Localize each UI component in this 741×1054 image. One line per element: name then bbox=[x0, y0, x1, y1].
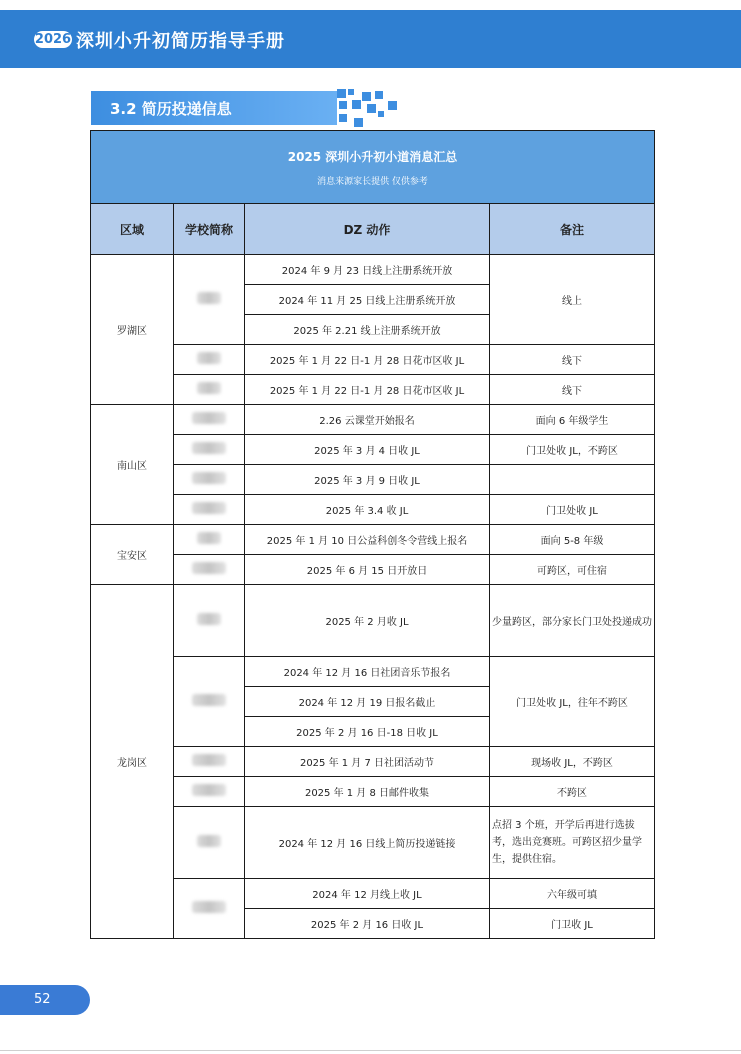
section-title: 3.2 简历投递信息 bbox=[110, 100, 232, 118]
document-title: 深圳小升初简历指导手册 bbox=[76, 31, 285, 52]
header-action: DZ 动作 bbox=[245, 204, 490, 255]
note-cell: 少量跨区，部分家长门卫处投递成功 bbox=[490, 585, 655, 657]
note-cell: 点招 3 个班，开学后再进行选拔考，选出竞赛班。可跨区招少量学生，提供住宿。 bbox=[490, 807, 655, 879]
action-cell: 2025 年 1 月 22 日-1 月 28 日花市区收 JL bbox=[245, 345, 490, 375]
note-cell: 不跨区 bbox=[490, 777, 655, 807]
school-cell bbox=[174, 435, 245, 465]
header-district: 区域 bbox=[91, 204, 174, 255]
school-cell bbox=[174, 525, 245, 555]
district-cell: 罗湖区 bbox=[91, 255, 174, 405]
action-cell: 2025 年 1 月 7 日社团活动节 bbox=[245, 747, 490, 777]
action-cell: 2025 年 6 月 15 日开放日 bbox=[245, 555, 490, 585]
note-cell: 六年级可填 bbox=[490, 879, 655, 909]
redacted-school-name bbox=[192, 754, 226, 766]
table-title: 2025 深圳小升初小道消息汇总 bbox=[287, 149, 458, 164]
redacted-school-name bbox=[197, 613, 221, 625]
school-cell bbox=[174, 255, 245, 345]
note-cell: 线下 bbox=[490, 345, 655, 375]
action-cell: 2.26 云课堂开始报名 bbox=[245, 405, 490, 435]
school-cell bbox=[174, 777, 245, 807]
redacted-school-name bbox=[197, 292, 221, 304]
redacted-school-name bbox=[192, 442, 226, 454]
action-cell: 2025 年 1 月 10 日公益科创冬令营线上报名 bbox=[245, 525, 490, 555]
note-cell bbox=[490, 465, 655, 495]
action-cell: 2025 年 3.4 收 JL bbox=[245, 495, 490, 525]
school-cell bbox=[174, 345, 245, 375]
note-cell: 面向 6 年级学生 bbox=[490, 405, 655, 435]
redacted-school-name bbox=[192, 562, 226, 574]
action-cell: 2025 年 3 月 4 日收 JL bbox=[245, 435, 490, 465]
action-cell: 2024 年 12 月 19 日报名截止 bbox=[245, 687, 490, 717]
school-cell bbox=[174, 585, 245, 657]
action-cell: 2025 年 2.21 线上注册系统开放 bbox=[245, 315, 490, 345]
redacted-school-name bbox=[197, 835, 221, 847]
school-cell bbox=[174, 807, 245, 879]
redacted-school-name bbox=[192, 901, 226, 913]
school-cell bbox=[174, 879, 245, 939]
note-cell: 门卫收 JL bbox=[490, 909, 655, 939]
action-cell: 2024 年 11 月 25 日线上注册系统开放 bbox=[245, 285, 490, 315]
note-cell: 门卫处收 JL，往年不跨区 bbox=[490, 657, 655, 747]
school-cell bbox=[174, 375, 245, 405]
action-cell: 2024 年 12 月线上收 JL bbox=[245, 879, 490, 909]
district-cell: 宝安区 bbox=[91, 525, 174, 585]
action-cell: 2024 年 12 月 16 日线上简历投递链接 bbox=[245, 807, 490, 879]
table-subtitle: 消息来源家长提供 仅供参考 bbox=[317, 176, 428, 187]
page-header bbox=[0, 10, 741, 68]
note-cell: 可跨区，可住宿 bbox=[490, 555, 655, 585]
section-heading-bar bbox=[91, 91, 337, 125]
action-cell: 2024 年 9 月 23 日线上注册系统开放 bbox=[245, 255, 490, 285]
redacted-school-name bbox=[192, 694, 226, 706]
action-cell: 2025 年 2 月 16 日收 JL bbox=[245, 909, 490, 939]
school-cell bbox=[174, 555, 245, 585]
note-cell: 线下 bbox=[490, 375, 655, 405]
page-number-badge bbox=[0, 985, 90, 1015]
action-cell: 2025 年 1 月 22 日-1 月 28 日花市区收 JL bbox=[245, 375, 490, 405]
page-bottom-divider bbox=[0, 1050, 741, 1051]
redacted-school-name bbox=[192, 502, 226, 514]
page-number: 52 bbox=[34, 992, 51, 1007]
redacted-school-name bbox=[192, 412, 226, 424]
school-cell bbox=[174, 747, 245, 777]
district-cell: 南山区 bbox=[91, 405, 174, 525]
redacted-school-name bbox=[192, 472, 226, 484]
district-cell: 龙岗区 bbox=[91, 585, 174, 939]
header-note: 备注 bbox=[490, 204, 655, 255]
note-cell: 现场收 JL，不跨区 bbox=[490, 747, 655, 777]
note-cell: 面向 5-8 年级 bbox=[490, 525, 655, 555]
info-table bbox=[90, 130, 655, 939]
school-cell bbox=[174, 405, 245, 435]
year-badge: 2026 bbox=[34, 32, 72, 47]
school-cell bbox=[174, 465, 245, 495]
action-cell: 2024 年 12 月 16 日社团音乐节报名 bbox=[245, 657, 490, 687]
action-cell: 2025 年 3 月 9 日收 JL bbox=[245, 465, 490, 495]
header-school: 学校简称 bbox=[174, 204, 245, 255]
note-cell: 门卫处收 JL，不跨区 bbox=[490, 435, 655, 465]
note-cell: 线上 bbox=[490, 255, 655, 345]
table-banner bbox=[91, 131, 655, 204]
school-cell bbox=[174, 495, 245, 525]
note-cell: 门卫处收 JL bbox=[490, 495, 655, 525]
redacted-school-name bbox=[192, 784, 226, 796]
redacted-school-name bbox=[197, 532, 221, 544]
action-cell: 2025 年 1 月 8 日邮件收集 bbox=[245, 777, 490, 807]
redacted-school-name bbox=[197, 382, 221, 394]
action-cell: 2025 年 2 月收 JL bbox=[245, 585, 490, 657]
redacted-school-name bbox=[197, 352, 221, 364]
school-cell bbox=[174, 657, 245, 747]
action-cell: 2025 年 2 月 16 日-18 日收 JL bbox=[245, 717, 490, 747]
